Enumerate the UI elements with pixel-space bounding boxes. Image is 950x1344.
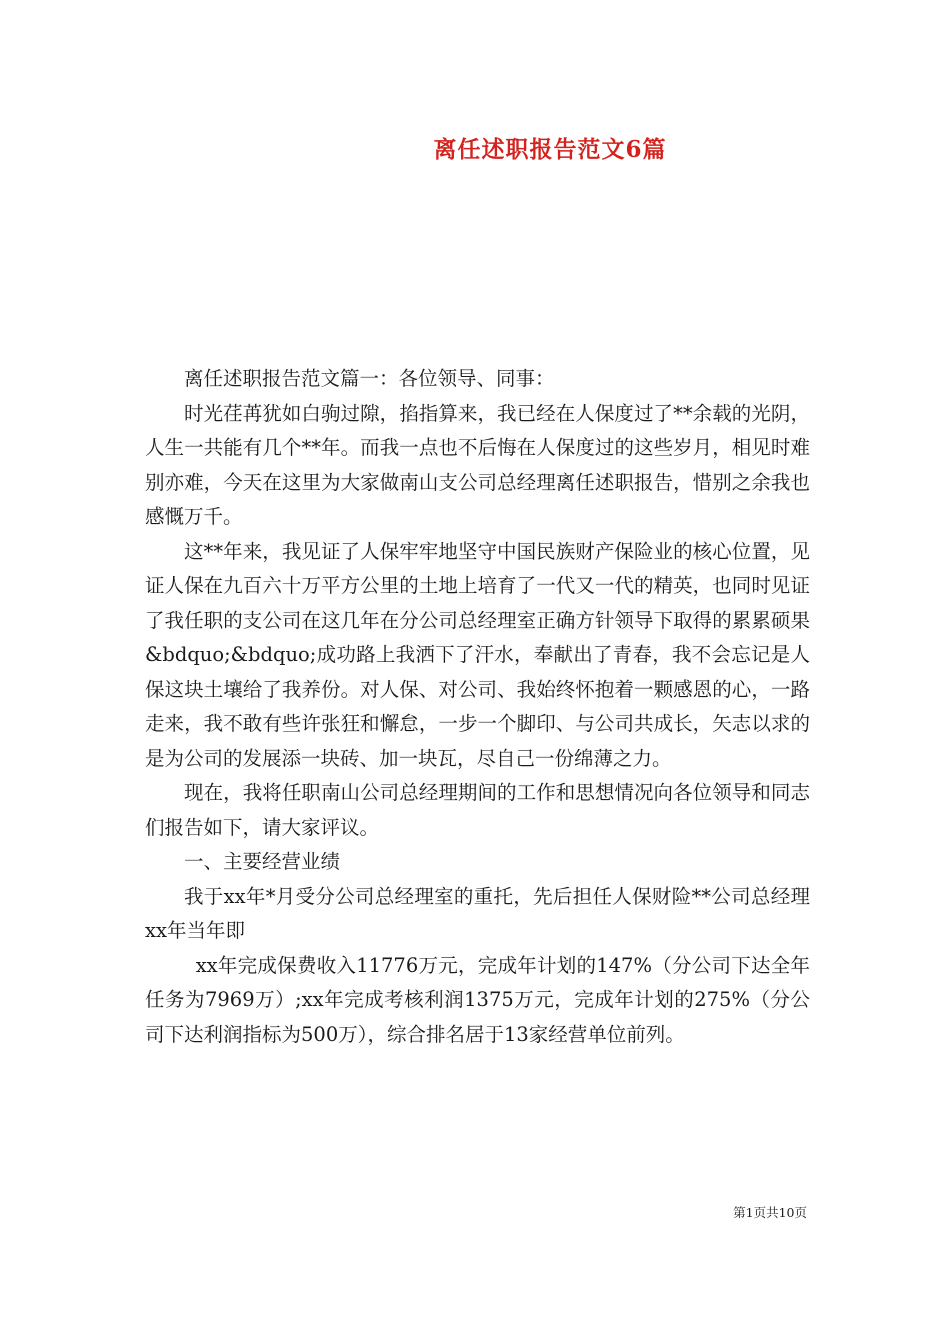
paragraph-appointment: 我于xx年*月受分公司总经理室的重托，先后担任人保财险**公司总经理xx年当年即 (145, 884, 810, 942)
section-heading-business-results: 一、主要经营业绩 (184, 850, 341, 873)
document-title: 离任述职报告范文6篇 (433, 136, 667, 163)
paragraph-witness: 这**年来，我见证了人保牢牢地坚守中国民族财产保险业的核心位置，见证人保在九百六十万平方公里的土地上培育了一代又一代的精英，也同时见证了我任职的支公司在这几年在分公司总经理室正确方针领导下取得的累累硕果&bdquo;&bdquo;成功路上我洒下了汗水，奉献出了青春，我不会忘记是人保这块土壤给了我养份。对人保、对公司、我始终怀抱着一颗感恩的心，一路走来，我不敢有些许张狂和懈怠，一步一个脚印、与公司共成长，矢志以求的是为公司的发展添一块砖、加一块瓦，尽自己一份绵薄之力。 (145, 539, 810, 770)
paragraph-report-intro: 现在，我将任职南山公司总经理期间的工作和思想情况向各位领导和同志们报告如下，请大家评议。 (145, 781, 810, 839)
document-body (145, 362, 810, 1052)
footer-prefix: 第 (733, 1205, 746, 1220)
footer-suffix: 页 (794, 1205, 807, 1220)
paragraph-greeting: 离任述职报告范文篇一：各位领导、同事： (184, 367, 555, 390)
footer-total-pages: 10 (778, 1205, 795, 1220)
paragraph-opening: 时光荏苒犹如白驹过隙，掐指算来，我已经在人保度过了**余载的光阴，人生一共能有几个**年。而我一点也不后悔在人保度过的这些岁月，相见时难别亦难，今天在这里为大家做南山支公司总经理离任述职报告，惜别之余我也感慨万千。 (145, 401, 810, 528)
footer-middle: 页共 (753, 1205, 779, 1220)
page-footer (0, 1204, 807, 1222)
footer-page-number: 1 (745, 1205, 754, 1220)
paragraph-results: xx年完成保费收入11776万元，完成年计划的147%（分公司下达全年任务为7969万）;xx年完成考核利润1375万元，完成年计划的275%（分公司下达利润指标为500万），综合排名居于13家经营单位前列。 (145, 953, 810, 1046)
